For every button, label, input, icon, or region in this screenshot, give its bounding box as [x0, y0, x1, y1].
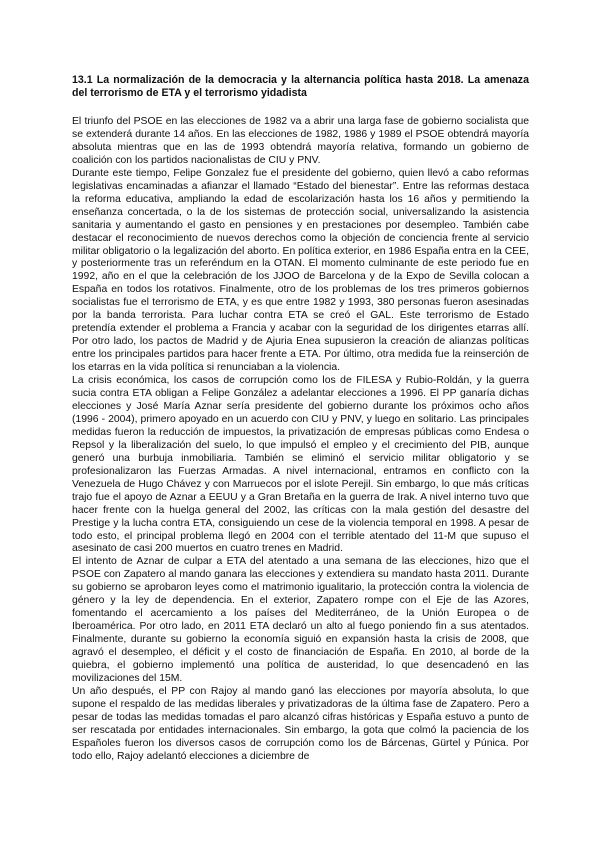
document-page — [72, 62, 529, 764]
paragraph-psoe-1982: El triunfo del PSOE en las elecciones de 1982 va a abrir una larga fase de gobierno socialista que se extenderá durante 14 años. En las elecciones de 1982, 1986 y 1989 el PSOE obtendrá mayoría absoluta mientras que en las de 1993 obtendrá mayoría relativa, formando un gobierno de coalición con los partidos nacionalistas de CIU y PNV. — [72, 116, 529, 166]
section-heading: 13.1 La normalización de la democracia y la alternancia política hasta 2018. La amenaza del terrorismo de ETA y el terrorismo yidadista — [72, 74, 529, 99]
paragraph-aznar: La crisis económica, los casos de corrupción como los de FILESA y Rubio-Roldán, y la guerra sucia contra ETA obligan a Felipe González a adelantar elecciones a 1996. El PP ganaría dichas elecciones y José María Aznar sería presidente del gobierno durante los próximos ocho años (1996 - 2004), primero apoyado en un acuerdo con CIU y PNV, y luego en solitario. Las principales medidas fueron la reducción de impuestos, la privatización de empresas públicas como Endesa o Repsol y la liberalización del suelo, lo que impulsó el empleo y el crecimiento del PIB, aunque generó una burbuja inmobiliaria. También se eliminó el servicio militar obligatorio y se profesionalizaron las Fuerzas Armadas. A nivel internacional, entramos en conflicto con la Venezuela de Hugo Chávez y con Marruecos por el islote Perejil. Sin embargo, lo que más críticas trajo fue el apoyo de Aznar a EEUU y a Gran Bretaña en la guerra de Irak. A nivel interno tuvo que hacer frente con la huelga general del 2002, las críticas con la mala gestión del desastre del Prestige y la lucha contra ETA, consiguiendo un cese de la violencia temporal en 1998. A pesar de todo esto, el principal problema llegó en 2004 con el terrible atentado del 11-M que supuso el asesinato de casi 200 muertos en cuatro trenes en Madrid. — [72, 375, 529, 555]
paragraph-rajoy: Un año después, el PP con Rajoy al mando ganó las elecciones por mayoría absoluta, lo que supone el respaldo de las medidas liberales y privatizadoras de la última fase de Zapatero. Pero a pesar de todas las medidas tomadas el paro alcanzó cifras históricas y España estuvo a punto de ser rescatada por entidades internacionales. Sin embargo, la gota que colmó la paciencia de los Españoles fueron los diversos casos de corrupción como los de Bárcenas, Gürtel y Púnica. Por todo ello, Rajoy adelantó elecciones a diciembre de — [72, 685, 529, 762]
paragraph-felipe-gonzalez: Durante este tiempo, Felipe Gonzalez fue el presidente del gobierno, quien llevó a cabo reformas legislativas encaminadas a afianzar el llamado “Estado del bienestar”. Entre las reformas destaca la reforma educativa, ampliando la edad de escolarización hasta los 16 años y permitiendo la enseñanza concertada, o la de los sistemas de protección social, universalizando la asistencia sanitaria y aumentando el gasto en pensiones y en prestaciones por desempleo. También cabe destacar el reconocimiento de nuevos derechos como la objeción de conciencia frente al servicio militar obligatorio o la legalización del aborto. En política exterior, en 1986 España entra en la CEE, y posteriormente tras un referéndum en la OTAN. El momento culminante de este periodo fue en 1992, año en el que la celebración de los JJOO de Barcelona y de la Expo de Sevilla colocan a España en todos los rotativos. Finalmente, otro de los problemas de los tres primeros gobiernos socialistas fue el terrorismo de ETA, y es que entre 1982 y 1993, 380 personas fueron asesinadas por la banda terrorista. Para luchar contra ETA se creó el GAL. Este terrorismo de Estado pretendía extender el problema a Francia y acabar con la seguridad de los dirigentes etarras allí. Por otro lado, los pactos de Madrid y de Ajuria Enea supusieron la creación de alianzas políticas entre los principales partidos para hacer frente a ETA. Por último, otra medida fue la reinserción de los etarras en la vida política si renunciaban a la violencia. — [72, 167, 529, 374]
paragraph-zapatero: El intento de Aznar de culpar a ETA del atentado a una semana de las elecciones, hizo que el PSOE con Zapatero al mando ganara las elecciones y extendiera su mandato hasta 2011. Durante su gobierno se aprobaron leyes como el matrimonio igualitario, la protección contra la violencia de género y la ley de dependencia. En el exterior, Zapatero rompe con el Eje de las Azores, fomentando el acercamiento a los países del Mediterráneo, de la Unión Europea o de Iberoamérica. Por otro lado, en 2011 ETA declaró un alto al fuego poniendo fin a sus atentados. Finalmente, durante su gobierno la economía siguió en expansión hasta la crisis de 2008, que agravó el desempleo, el déficit y el costo de financiación de España. En 2010, al borde de la quiebra, el gobierno implementó una política de austeridad, lo que desencadenó en las movilizaciones del 15M. — [72, 556, 529, 684]
